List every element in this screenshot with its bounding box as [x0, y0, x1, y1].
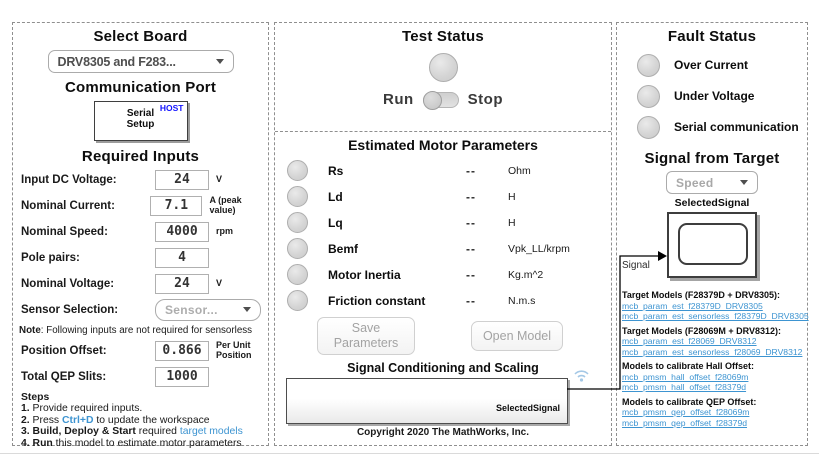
run-stop-toggle-row [275, 91, 611, 108]
chevron-down-icon [243, 307, 251, 312]
param-lamp [287, 212, 308, 233]
model-link[interactable]: mcb_pmsm_qep_offset_f28069m [622, 407, 750, 417]
input-row-total-qep [21, 366, 268, 387]
param-name: Ld [328, 189, 343, 204]
nominal-voltage-field[interactable]: 24 [155, 274, 209, 294]
select-board-panel [12, 22, 269, 449]
fault-lamp [637, 54, 660, 77]
model-link[interactable]: mcb_pmsm_qep_offset_f28379d [622, 417, 748, 428]
pole-pairs-field[interactable]: 4 [155, 248, 209, 268]
step-2: 2. Press Ctrl+D to update the workspace [21, 414, 210, 426]
sensor-dropdown[interactable] [155, 299, 261, 321]
open-model-button[interactable]: Open Model [471, 321, 563, 351]
input-row-nominal-speed [21, 221, 268, 242]
param-lamp [287, 238, 308, 259]
step-1: 1. Provide required inputs. [21, 403, 143, 415]
input-row-pole-pairs [21, 247, 268, 268]
param-name: Lq [328, 215, 343, 230]
sensorless-note: Note: Following inputs are not required for sensorless [19, 325, 253, 336]
param-value: -- [466, 215, 476, 230]
nominal-current-field[interactable]: 7.1 [150, 196, 202, 216]
param-unit: Kg.m^2 [508, 268, 544, 281]
fault-lamp [637, 116, 660, 139]
param-unit: Ohm [508, 164, 531, 177]
input-unit: V [216, 173, 223, 184]
param-value: -- [466, 267, 476, 282]
test-status-section [275, 23, 611, 132]
group-heading: Models to calibrate Hall Offset: [622, 361, 755, 371]
selected-signal-scope-block[interactable] [667, 212, 757, 278]
input-label: Sensor Selection: [21, 303, 119, 316]
input-label: Total QEP Slits: [21, 370, 107, 383]
scope-screen [678, 223, 748, 265]
required-inputs-title: Required Inputs [81, 148, 200, 165]
input-label: Nominal Speed: [21, 225, 108, 238]
input-unit: Per Unit Position [216, 340, 252, 360]
model-link[interactable]: mcb_param_est_sensorless_f28069_DRV8312 [622, 346, 803, 357]
estimated-params-title: Estimated Motor Parameters [348, 137, 538, 153]
chevron-down-icon [216, 59, 224, 64]
param-name: Motor Inertia [328, 267, 401, 282]
position-offset-field[interactable]: 0.866 [155, 341, 209, 361]
param-lamp [287, 264, 308, 285]
test-status-lamp [429, 53, 458, 82]
fault-lamp [637, 85, 660, 108]
param-value: -- [466, 241, 476, 256]
input-label: Nominal Current: [21, 199, 115, 212]
nominal-speed-field[interactable]: 4000 [155, 222, 209, 242]
param-value: -- [466, 163, 476, 178]
board-dropdown-value: DRV8305 and F283... [57, 54, 176, 69]
steps-title: Steps [21, 392, 50, 403]
param-unit: Vpk_LL/krpm [508, 242, 570, 255]
model-link[interactable]: mcb_param_est_f28379D_DRV8305 [622, 300, 763, 311]
fault-row-serial-comm [637, 116, 807, 138]
param-name: Rs [328, 163, 344, 178]
speed-dropdown-value: Speed [676, 175, 714, 190]
input-row-dc-voltage [21, 169, 268, 190]
dc-voltage-field[interactable]: 24 [155, 170, 209, 190]
model-links-section [622, 290, 807, 428]
board-dropdown[interactable] [48, 50, 234, 73]
param-unit: H [508, 216, 516, 229]
host-tag: HOST [159, 103, 184, 113]
signal-conditioning-title: Signal Conditioning and Scaling [347, 361, 539, 375]
total-qep-field[interactable]: 1000 [155, 367, 209, 387]
communication-port-title: Communication Port [64, 79, 217, 96]
wireless-signal-icon [571, 363, 592, 383]
sensor-dropdown-value: Sensor... [165, 302, 218, 317]
group-heading: Models to calibrate QEP Offset: [622, 396, 757, 407]
input-unit: rpm [216, 225, 234, 236]
param-row-friction [287, 291, 611, 310]
input-label: Nominal Voltage: [21, 277, 115, 290]
step-3: 3. Build, Deploy & Start required target models [21, 426, 243, 438]
param-row-bemf [287, 239, 611, 258]
target-models-link[interactable]: target models [179, 426, 243, 438]
fault-status-panel [616, 22, 808, 446]
model-link[interactable]: mcb_param_est_sensorless_f28379D_DRV8305 [622, 311, 809, 321]
input-label: Position Offset: [21, 344, 107, 357]
param-lamp [287, 160, 308, 181]
qep-offset-group [622, 397, 807, 429]
param-value: -- [466, 189, 476, 204]
fault-label: Over Current [674, 58, 749, 72]
test-status-panel [274, 22, 612, 446]
serial-setup-label: Serial Setup [126, 108, 155, 130]
run-label: Run [383, 91, 414, 108]
steps-section [21, 392, 268, 449]
step-4: 4. Run this model to estimate motor parameters [21, 437, 242, 449]
param-unit: H [508, 190, 516, 203]
input-row-nominal-voltage [21, 273, 268, 294]
chevron-down-icon [740, 180, 748, 185]
scope-title: SelectedSignal [674, 197, 750, 209]
fault-label: Serial communication [674, 120, 799, 134]
toggle-knob-icon [423, 91, 442, 110]
param-unit: N.m.s [508, 294, 536, 307]
param-value: -- [466, 293, 476, 308]
input-row-sensor-selection [21, 299, 268, 320]
group-heading: Target Models (F28379D + DRV8305): [622, 290, 780, 300]
fault-label: Under Voltage [674, 89, 755, 103]
stop-label: Stop [467, 91, 503, 108]
input-unit: V [216, 277, 223, 288]
window-bottom-edge [0, 453, 819, 454]
param-row-motor-inertia [287, 265, 611, 284]
host-serial-setup-block[interactable] [94, 101, 188, 141]
signal-from-target-title: Signal from Target [644, 150, 780, 167]
fault-status-title: Fault Status [667, 28, 757, 45]
param-lamp [287, 186, 308, 207]
input-label: Pole pairs: [21, 251, 80, 264]
copyright-text: Copyright 2020 The MathWorks, Inc. [356, 427, 530, 438]
input-row-position-offset [21, 340, 268, 361]
select-board-title: Select Board [93, 28, 188, 45]
param-row-rs [287, 161, 611, 180]
model-link[interactable]: mcb_pmsm_hall_offset_f28069m [622, 371, 749, 382]
fault-row-under-voltage [637, 85, 807, 107]
ctrl-d-shortcut: Ctrl+D [62, 414, 94, 426]
input-unit: A (peak value) [209, 195, 242, 215]
model-link[interactable]: mcb_pmsm_hall_offset_f28379d [622, 382, 747, 392]
model-link[interactable]: mcb_param_est_f28069_DRV8312 [622, 336, 757, 346]
input-label: Input DC Voltage: [21, 173, 117, 186]
save-parameters-button[interactable]: Save Parameters [317, 317, 415, 355]
input-row-nominal-current [21, 195, 268, 216]
param-row-ld [287, 187, 611, 206]
signal-wire-label: Signal [622, 260, 650, 271]
group-heading: Target Models (F28069M + DRV8312): [622, 325, 781, 336]
buttons-row [275, 317, 611, 355]
param-name: Bemf [328, 241, 359, 256]
fault-row-over-current [637, 54, 807, 76]
param-name: Friction constant [328, 293, 426, 308]
speed-dropdown[interactable] [666, 171, 758, 194]
target-models-group-2 [622, 326, 807, 358]
selected-signal-output-label: SelectedSignal [495, 403, 560, 413]
signal-conditioning-block[interactable] [286, 378, 568, 424]
test-status-title: Test Status [402, 28, 484, 45]
param-row-lq [287, 213, 611, 232]
param-lamp [287, 290, 308, 311]
run-stop-toggle[interactable] [423, 92, 459, 108]
hall-offset-group [622, 361, 807, 393]
target-models-group-1 [622, 290, 807, 322]
